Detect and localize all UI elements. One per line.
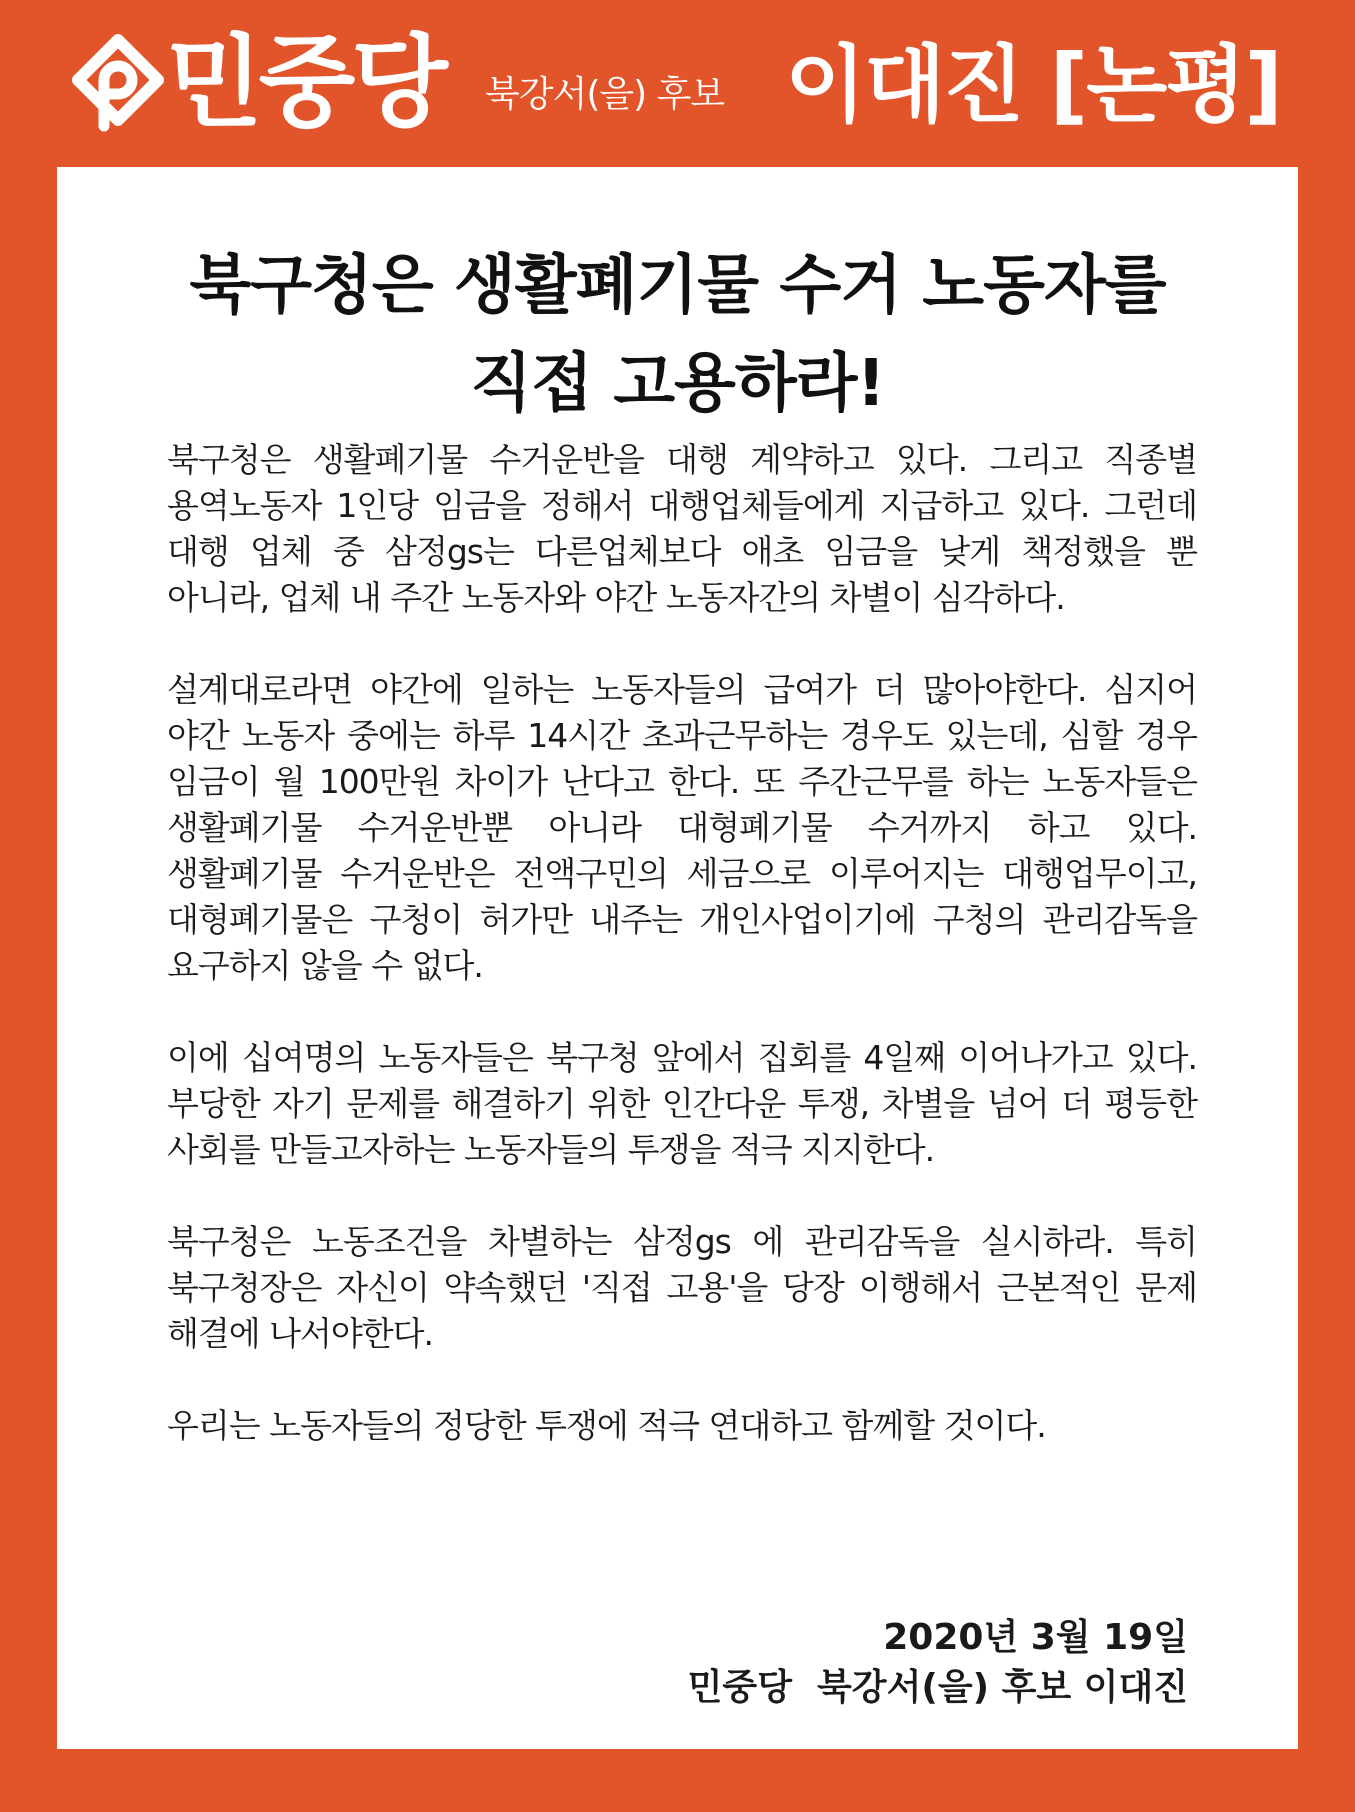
paragraph-2: 설계대로라면 야간에 일하는 노동자들의 급여가 더 많아야한다. 심지어 야간 노동자 중에는 하루 14시간 초과근무하는 경우도 있는데, 심할 경우 임금이 월 100만원 차이가 난다고 한다. 또 주간근무를 하는 노동자들은 생활폐기물 수거운반뿐 아니라 대형폐기물 수거까지 하고 있다. 생활폐기물 수거운반은 전액구민의 세금으로 이루어지는 대행업무이고, 대형폐기물은 구청이 허가만 내주는 개인사업이기에 구청의 관리감독을 요구하지 않을 수 없다.	[167, 670, 1197, 985]
statement-body	[167, 437, 1197, 1449]
headline-line-2: 직접 고용하라!	[470, 347, 885, 421]
statement-panel	[57, 167, 1298, 1749]
candidate-area: 북강서(을) 후보	[485, 74, 725, 115]
header-banner	[0, 0, 1355, 165]
headline-line-1: 북구청은 생활폐기물 수거 노동자를	[189, 249, 1166, 323]
paragraph-4: 북구청은 노동조건을 차별하는 삼정gs 에 관리감독을 실시하라. 특히 북구청장은 자신이 약속했던 '직접 고용'을 당장 이행해서 근본적인 문제 해결에 나서야한다.	[167, 1222, 1197, 1353]
paragraph-3: 이에 십여명의 노동자들은 북구청 앞에서 집회를 4일째 이어나가고 있다. 부당한 자기 문제를 해결하기 위한 인간다운 투쟁, 차별을 넘어 더 평등한 사회를 만들고자하는 노동자들의 투쟁을 적극 지지한다.	[167, 1038, 1197, 1169]
statement-date: 2020년 3월 19일	[883, 1617, 1188, 1658]
paragraph-1: 북구청은 생활폐기물 수거운반을 대행 계약하고 있다. 그리고 직종별 용역노동자 1인당 임금을 정해서 대행업체들에게 지급하고 있다. 그런데 대행 업체 중 삼정gs는 다른업체보다 애초 임금을 낮게 책정했을 뿐 아니라, 업체 내 주간 노동자와 야간 노동자간의 차별이 심각하다.	[167, 440, 1197, 617]
candidate-title: 이대진 [논평]	[785, 36, 1281, 134]
statement-signer: 민중당 북강서(을) 후보 이대진	[687, 1667, 1188, 1708]
party-logo-icon	[70, 34, 166, 142]
headline	[57, 237, 1298, 433]
signature-block	[688, 1613, 1188, 1713]
paragraph-5: 우리는 노동자들의 정당한 투쟁에 적극 연대하고 함께할 것이다.	[167, 1406, 1046, 1445]
party-name: 민중당	[166, 24, 444, 141]
